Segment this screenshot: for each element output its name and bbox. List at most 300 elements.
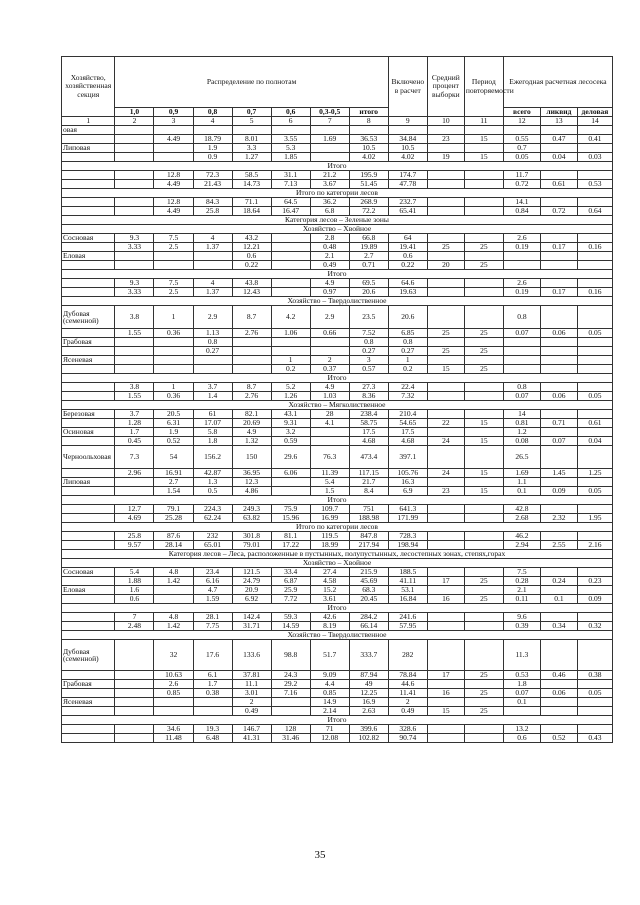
value-cell: 87.6 bbox=[154, 532, 193, 541]
value-cell: 43.8 bbox=[232, 279, 271, 288]
value-cell: 64.5 bbox=[271, 198, 310, 207]
value-cell: 5.3 bbox=[271, 144, 310, 153]
table-row bbox=[62, 171, 613, 180]
value-cell bbox=[427, 505, 464, 514]
value-cell: 2.32 bbox=[540, 514, 577, 523]
value-cell: 301.8 bbox=[232, 532, 271, 541]
value-cell: 473.4 bbox=[349, 446, 388, 469]
value-cell: 333.7 bbox=[349, 640, 388, 671]
value-cell bbox=[577, 428, 612, 437]
value-cell: 1 bbox=[154, 383, 193, 392]
value-cell bbox=[115, 144, 154, 153]
value-cell: 7.5 bbox=[154, 279, 193, 288]
value-cell: 2.7 bbox=[154, 478, 193, 487]
section-name-cell: Еловая bbox=[62, 586, 115, 595]
value-cell bbox=[427, 622, 464, 631]
value-cell: 12.8 bbox=[154, 171, 193, 180]
value-cell bbox=[427, 734, 464, 743]
value-cell: 1.03 bbox=[310, 392, 349, 401]
value-cell bbox=[232, 347, 271, 356]
value-cell bbox=[577, 347, 612, 356]
section-name-cell: Дубовая (семенной) bbox=[62, 306, 115, 329]
header-column-number: 5 bbox=[232, 117, 271, 126]
value-cell: 0.27 bbox=[388, 347, 427, 356]
table-row bbox=[62, 478, 613, 487]
value-cell: 0.85 bbox=[154, 689, 193, 698]
value-cell bbox=[427, 613, 464, 622]
table-row bbox=[62, 261, 613, 270]
forest-table-sheet bbox=[61, 56, 613, 743]
section-heading-row bbox=[62, 225, 613, 234]
value-cell bbox=[427, 198, 464, 207]
value-cell: 25.9 bbox=[271, 586, 310, 595]
value-cell: 4 bbox=[193, 279, 232, 288]
value-cell bbox=[115, 698, 154, 707]
value-cell: 6.85 bbox=[388, 329, 427, 338]
value-cell: 0.06 bbox=[540, 329, 577, 338]
value-cell: 12.21 bbox=[232, 243, 271, 252]
value-cell bbox=[154, 126, 193, 135]
value-cell: 16 bbox=[427, 689, 464, 698]
table-row bbox=[62, 135, 613, 144]
section-heading: Итого по категории лесов bbox=[62, 189, 613, 198]
value-cell: 0.8 bbox=[349, 338, 388, 347]
table-row bbox=[62, 707, 613, 716]
value-cell: 0.06 bbox=[540, 689, 577, 698]
value-cell: 3.3 bbox=[232, 144, 271, 153]
section-heading-row bbox=[62, 523, 613, 532]
value-cell: 15 bbox=[427, 365, 464, 374]
header-column-number: 11 bbox=[464, 117, 503, 126]
section-name-cell bbox=[62, 383, 115, 392]
value-cell: 42.6 bbox=[310, 613, 349, 622]
value-cell: 36.2 bbox=[310, 198, 349, 207]
value-cell: 0.04 bbox=[540, 153, 577, 162]
value-cell: 1.2 bbox=[503, 428, 540, 437]
value-cell: 59.3 bbox=[271, 613, 310, 622]
value-cell: 150 bbox=[232, 446, 271, 469]
value-cell bbox=[577, 261, 612, 270]
value-cell: 0.11 bbox=[503, 595, 540, 604]
value-cell: 22 bbox=[427, 419, 464, 428]
value-cell bbox=[271, 126, 310, 135]
section-name-cell bbox=[62, 288, 115, 297]
value-cell: 19.63 bbox=[388, 288, 427, 297]
value-cell: 36.53 bbox=[349, 135, 388, 144]
table-row bbox=[62, 532, 613, 541]
table-row bbox=[62, 126, 613, 135]
value-cell: 0.53 bbox=[503, 671, 540, 680]
value-cell bbox=[154, 365, 193, 374]
value-cell: 1 bbox=[271, 356, 310, 365]
value-cell: 198.94 bbox=[388, 541, 427, 550]
value-cell: 65.01 bbox=[193, 541, 232, 550]
value-cell: 11.48 bbox=[154, 734, 193, 743]
value-cell bbox=[503, 365, 540, 374]
value-cell bbox=[193, 126, 232, 135]
value-cell: 1.8 bbox=[503, 680, 540, 689]
value-cell: 0.71 bbox=[540, 419, 577, 428]
value-cell: 14 bbox=[503, 410, 540, 419]
value-cell: 4.49 bbox=[154, 207, 193, 216]
value-cell bbox=[464, 383, 503, 392]
value-cell: 7.72 bbox=[271, 595, 310, 604]
value-cell bbox=[464, 622, 503, 631]
value-cell: 1.69 bbox=[310, 135, 349, 144]
value-cell: 282 bbox=[388, 640, 427, 671]
table-row bbox=[62, 568, 613, 577]
value-cell: 54.65 bbox=[388, 419, 427, 428]
value-cell: 13.2 bbox=[503, 725, 540, 734]
value-cell: 4.58 bbox=[310, 577, 349, 586]
value-cell: 3.33 bbox=[115, 243, 154, 252]
value-cell: 0.36 bbox=[154, 329, 193, 338]
section-name-cell: Липовая bbox=[62, 478, 115, 487]
value-cell: 0.8 bbox=[503, 383, 540, 392]
value-cell: 0.59 bbox=[271, 437, 310, 446]
header-annual-sub-cell: деловая bbox=[577, 108, 612, 117]
value-cell: 232 bbox=[193, 532, 232, 541]
value-cell bbox=[540, 144, 577, 153]
value-cell: 0.27 bbox=[193, 347, 232, 356]
value-cell bbox=[464, 207, 503, 216]
value-cell: 0.19 bbox=[503, 288, 540, 297]
value-cell bbox=[464, 734, 503, 743]
table-row bbox=[62, 338, 613, 347]
value-cell: 6.31 bbox=[154, 419, 193, 428]
table-row bbox=[62, 234, 613, 243]
value-cell: 34.84 bbox=[388, 135, 427, 144]
value-cell: 0.17 bbox=[540, 288, 577, 297]
value-cell bbox=[427, 514, 464, 523]
value-cell: 21.7 bbox=[349, 478, 388, 487]
value-cell: 1.54 bbox=[154, 487, 193, 496]
value-cell: 25 bbox=[464, 577, 503, 586]
table-row bbox=[62, 365, 613, 374]
value-cell: 17.6 bbox=[193, 640, 232, 671]
value-cell bbox=[427, 338, 464, 347]
value-cell: 29.2 bbox=[271, 680, 310, 689]
value-cell: 0.09 bbox=[540, 487, 577, 496]
value-cell: 32 bbox=[154, 640, 193, 671]
value-cell: 2 bbox=[310, 356, 349, 365]
value-cell: 1.88 bbox=[115, 577, 154, 586]
section-name-cell bbox=[62, 153, 115, 162]
value-cell: 0.06 bbox=[540, 392, 577, 401]
table-row bbox=[62, 392, 613, 401]
value-cell: 1.32 bbox=[232, 437, 271, 446]
value-cell bbox=[310, 126, 349, 135]
value-cell: 7.3 bbox=[115, 446, 154, 469]
value-cell bbox=[464, 541, 503, 550]
table-row bbox=[62, 613, 613, 622]
value-cell: 71 bbox=[310, 725, 349, 734]
value-cell bbox=[464, 410, 503, 419]
value-cell: 11.7 bbox=[503, 171, 540, 180]
value-cell bbox=[577, 365, 612, 374]
value-cell: 102.82 bbox=[349, 734, 388, 743]
value-cell bbox=[464, 306, 503, 329]
value-cell: 25 bbox=[427, 347, 464, 356]
value-cell bbox=[540, 234, 577, 243]
value-cell: 7.32 bbox=[388, 392, 427, 401]
value-cell: 1.4 bbox=[193, 392, 232, 401]
value-cell bbox=[427, 568, 464, 577]
value-cell: 8.4 bbox=[349, 487, 388, 496]
value-cell bbox=[427, 725, 464, 734]
value-cell: 4.9 bbox=[310, 279, 349, 288]
value-cell: 47.78 bbox=[388, 180, 427, 189]
value-cell: 28.1 bbox=[193, 613, 232, 622]
value-cell: 2.1 bbox=[503, 586, 540, 595]
value-cell: 751 bbox=[349, 505, 388, 514]
value-cell: 82.1 bbox=[232, 410, 271, 419]
value-cell: 0.84 bbox=[503, 207, 540, 216]
value-cell: 75.9 bbox=[271, 505, 310, 514]
value-cell: 1.27 bbox=[232, 153, 271, 162]
value-cell bbox=[193, 365, 232, 374]
value-cell: 0.34 bbox=[540, 622, 577, 631]
value-cell: 25 bbox=[427, 243, 464, 252]
value-cell: 0.03 bbox=[577, 153, 612, 162]
value-cell: 49 bbox=[349, 680, 388, 689]
value-cell: 0.36 bbox=[154, 392, 193, 401]
value-cell: 2.16 bbox=[577, 541, 612, 550]
value-cell bbox=[540, 261, 577, 270]
value-cell: 20.5 bbox=[154, 410, 193, 419]
value-cell bbox=[540, 725, 577, 734]
section-name-cell bbox=[62, 613, 115, 622]
section-name-cell bbox=[62, 180, 115, 189]
section-name-cell bbox=[62, 347, 115, 356]
value-cell: 20.6 bbox=[349, 288, 388, 297]
value-cell: 28.14 bbox=[154, 541, 193, 550]
value-cell bbox=[115, 478, 154, 487]
value-cell bbox=[427, 541, 464, 550]
section-heading-row bbox=[62, 216, 613, 225]
value-cell: 27.4 bbox=[310, 568, 349, 577]
value-cell: 171.99 bbox=[388, 514, 427, 523]
value-cell: 0.72 bbox=[503, 180, 540, 189]
value-cell: 4.49 bbox=[154, 135, 193, 144]
section-name-cell bbox=[62, 419, 115, 428]
value-cell: 45.69 bbox=[349, 577, 388, 586]
value-cell: 7.52 bbox=[349, 329, 388, 338]
value-cell: 0.61 bbox=[540, 180, 577, 189]
section-heading-row bbox=[62, 559, 613, 568]
section-name-cell: Грабовая bbox=[62, 680, 115, 689]
value-cell bbox=[577, 306, 612, 329]
value-cell: 4.49 bbox=[154, 180, 193, 189]
value-cell: 0.05 bbox=[577, 487, 612, 496]
value-cell: 11.39 bbox=[310, 469, 349, 478]
header-column-number: 7 bbox=[310, 117, 349, 126]
section-name-cell: Дубовая (семенной) bbox=[62, 640, 115, 671]
value-cell bbox=[540, 306, 577, 329]
value-cell bbox=[540, 680, 577, 689]
value-cell: 4.69 bbox=[115, 514, 154, 523]
value-cell bbox=[577, 252, 612, 261]
table-row bbox=[62, 198, 613, 207]
value-cell bbox=[577, 505, 612, 514]
value-cell: 3.8 bbox=[115, 306, 154, 329]
header-fullness-cell: 1,0 bbox=[115, 108, 154, 117]
value-cell: 3.2 bbox=[271, 428, 310, 437]
value-cell: 27.3 bbox=[349, 383, 388, 392]
value-cell: 1.69 bbox=[503, 469, 540, 478]
section-heading-row bbox=[62, 631, 613, 640]
table-row bbox=[62, 428, 613, 437]
value-cell bbox=[464, 180, 503, 189]
section-name-cell bbox=[62, 365, 115, 374]
value-cell: 6.16 bbox=[193, 577, 232, 586]
header-fullness-cell: 0,3-0,5 bbox=[310, 108, 349, 117]
value-cell: 14.1 bbox=[503, 198, 540, 207]
value-cell: 58.75 bbox=[349, 419, 388, 428]
value-cell: 105.76 bbox=[388, 469, 427, 478]
value-cell: 46.2 bbox=[503, 532, 540, 541]
value-cell: 15 bbox=[464, 437, 503, 446]
value-cell bbox=[115, 261, 154, 270]
value-cell bbox=[427, 180, 464, 189]
value-cell: 24.3 bbox=[271, 671, 310, 680]
value-cell: 18.79 bbox=[193, 135, 232, 144]
header-column-number: 13 bbox=[540, 117, 577, 126]
value-cell: 0.6 bbox=[503, 734, 540, 743]
value-cell bbox=[271, 288, 310, 297]
value-cell: 28 bbox=[310, 410, 349, 419]
section-name-cell: Осиновая bbox=[62, 428, 115, 437]
value-cell: 2.5 bbox=[154, 288, 193, 297]
value-cell: 12.8 bbox=[154, 198, 193, 207]
value-cell bbox=[464, 288, 503, 297]
value-cell bbox=[577, 478, 612, 487]
value-cell: 4.8 bbox=[154, 613, 193, 622]
value-cell bbox=[464, 586, 503, 595]
value-cell: 9.3 bbox=[115, 279, 154, 288]
section-heading-row bbox=[62, 270, 613, 279]
section-name-cell bbox=[62, 198, 115, 207]
value-cell: 2.55 bbox=[540, 541, 577, 550]
value-cell bbox=[540, 428, 577, 437]
section-name-cell bbox=[62, 734, 115, 743]
value-cell: 1.95 bbox=[577, 514, 612, 523]
value-cell: 0.47 bbox=[540, 135, 577, 144]
value-cell: 0.49 bbox=[310, 261, 349, 270]
value-cell bbox=[464, 356, 503, 365]
value-cell bbox=[154, 595, 193, 604]
value-cell: 16.84 bbox=[388, 595, 427, 604]
value-cell: 0.66 bbox=[310, 329, 349, 338]
value-cell bbox=[115, 153, 154, 162]
value-cell: 0.55 bbox=[503, 135, 540, 144]
value-cell bbox=[427, 478, 464, 487]
value-cell: 0.48 bbox=[310, 243, 349, 252]
value-cell: 6.92 bbox=[232, 595, 271, 604]
value-cell: 16 bbox=[427, 595, 464, 604]
value-cell: 25 bbox=[464, 329, 503, 338]
value-cell bbox=[154, 153, 193, 162]
value-cell: 24 bbox=[427, 437, 464, 446]
value-cell bbox=[503, 356, 540, 365]
value-cell: 19.89 bbox=[349, 243, 388, 252]
value-cell: 397.1 bbox=[388, 446, 427, 469]
value-cell: 6.9 bbox=[388, 487, 427, 496]
value-cell bbox=[464, 279, 503, 288]
value-cell: 0.85 bbox=[310, 689, 349, 698]
value-cell bbox=[540, 365, 577, 374]
value-cell: 23 bbox=[427, 135, 464, 144]
value-cell: 3.33 bbox=[115, 288, 154, 297]
header-column-number: 8 bbox=[349, 117, 388, 126]
section-name-cell: Ясеневая bbox=[62, 698, 115, 707]
value-cell bbox=[427, 171, 464, 180]
value-cell: 9.09 bbox=[310, 671, 349, 680]
value-cell: 217.94 bbox=[349, 541, 388, 550]
value-cell bbox=[271, 698, 310, 707]
section-name-cell: Черноольховая bbox=[62, 446, 115, 469]
value-cell: 24.79 bbox=[232, 577, 271, 586]
value-cell: 15 bbox=[464, 153, 503, 162]
value-cell bbox=[193, 698, 232, 707]
value-cell bbox=[115, 347, 154, 356]
value-cell: 17.5 bbox=[388, 428, 427, 437]
value-cell: 0.64 bbox=[577, 207, 612, 216]
section-heading-row bbox=[62, 401, 613, 410]
value-cell: 21.2 bbox=[310, 171, 349, 180]
value-cell bbox=[271, 243, 310, 252]
value-cell: 4.02 bbox=[388, 153, 427, 162]
value-cell: 11.1 bbox=[232, 680, 271, 689]
value-cell: 63.82 bbox=[232, 514, 271, 523]
value-cell: 0.07 bbox=[503, 689, 540, 698]
value-cell: 3.61 bbox=[310, 595, 349, 604]
value-cell bbox=[540, 707, 577, 716]
value-cell bbox=[427, 279, 464, 288]
value-cell bbox=[154, 707, 193, 716]
section-heading: Итого bbox=[62, 716, 613, 725]
value-cell bbox=[577, 410, 612, 419]
section-heading: Итого bbox=[62, 162, 613, 171]
value-cell: 0.08 bbox=[503, 437, 540, 446]
value-cell: 58.5 bbox=[232, 171, 271, 180]
table-row bbox=[62, 680, 613, 689]
value-cell bbox=[115, 680, 154, 689]
value-cell bbox=[464, 392, 503, 401]
value-cell bbox=[115, 640, 154, 671]
section-heading: Хозяйство – Мягколиственное bbox=[62, 401, 613, 410]
value-cell: 0.16 bbox=[577, 243, 612, 252]
value-cell: 1.25 bbox=[577, 469, 612, 478]
value-cell bbox=[193, 252, 232, 261]
section-name-cell bbox=[62, 689, 115, 698]
value-cell: 16.99 bbox=[310, 514, 349, 523]
section-heading-row bbox=[62, 374, 613, 383]
value-cell: 12.08 bbox=[310, 734, 349, 743]
value-cell: 0.52 bbox=[540, 734, 577, 743]
value-cell bbox=[577, 383, 612, 392]
table-row bbox=[62, 243, 613, 252]
value-cell bbox=[464, 198, 503, 207]
value-cell: 17 bbox=[427, 671, 464, 680]
table-row bbox=[62, 622, 613, 631]
value-cell: 1.3 bbox=[193, 478, 232, 487]
value-cell: 79.01 bbox=[232, 541, 271, 550]
value-cell: 1.42 bbox=[154, 577, 193, 586]
section-name-cell bbox=[62, 207, 115, 216]
table-row bbox=[62, 698, 613, 707]
value-cell: 25 bbox=[464, 243, 503, 252]
